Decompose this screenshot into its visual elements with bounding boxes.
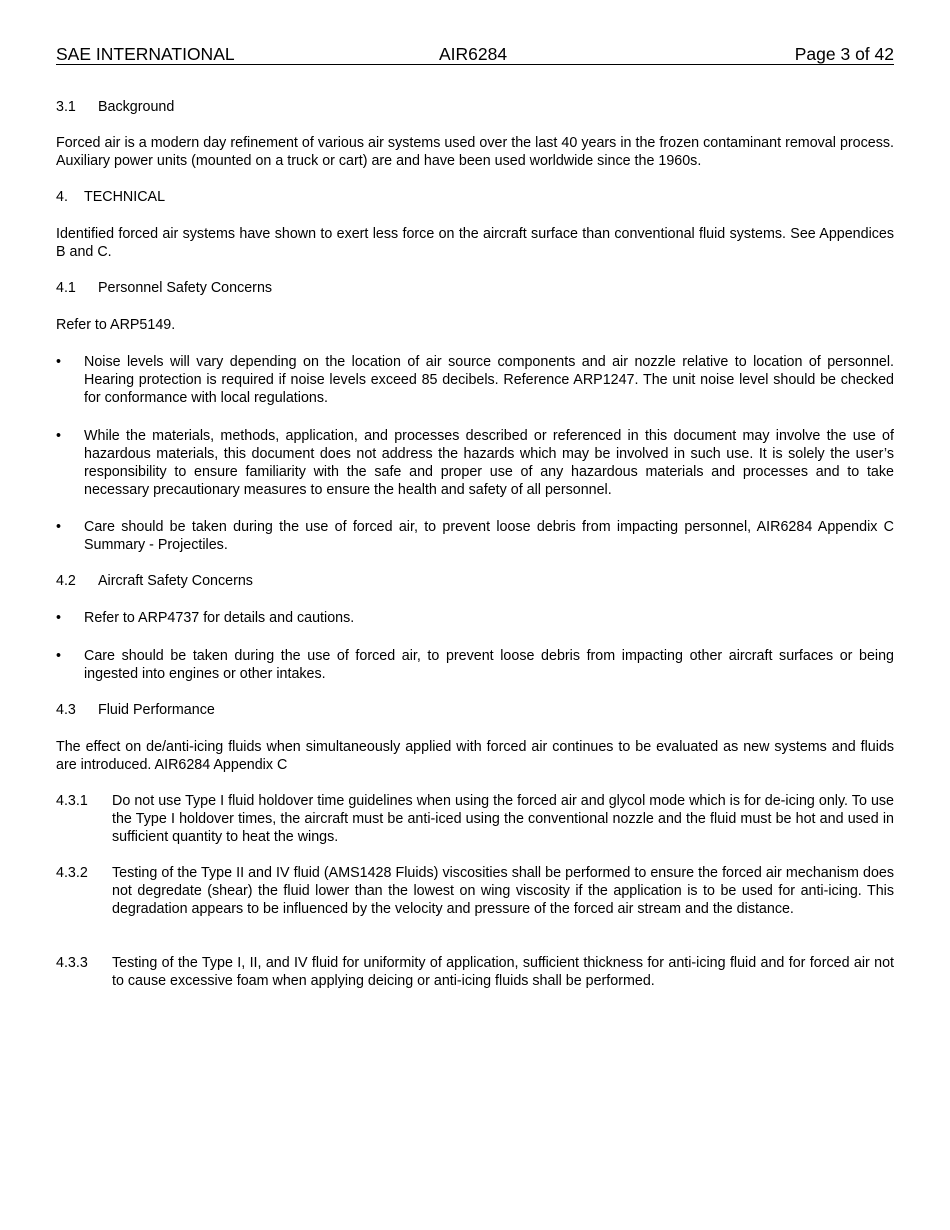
subsection-text: Do not use Type I fluid holdover time guidelines when using the forced air and glycol mode which is for de-icing only. To use the Type I holdover times, the aircraft must be anti-iced using the conventional nozzle and the fluid must be hot and used in sufficient quantity to heat the wings. <box>112 793 894 845</box>
bullet-glyph: • <box>56 610 62 626</box>
section-number: 4.2 <box>56 573 76 589</box>
section-number: 3.1 <box>56 99 76 115</box>
section-title: Aircraft Safety Concerns <box>98 573 253 589</box>
subsection-number: 4.3.2 <box>56 865 88 881</box>
subsection-4-3-2 <box>56 864 894 918</box>
section-3-1-heading <box>56 98 174 116</box>
subsection-number: 4.3.3 <box>56 955 88 971</box>
page-header <box>56 44 894 65</box>
bullet-text: Noise levels will vary depending on the location of air source components and air nozzle relative to location of personnel. Hearing protection is required if noise levels exceed 85 decibels. Reference ARP1247. The unit noise level should be checked for conformance with local regulations. <box>84 354 894 406</box>
paragraph-refer-arp5149: Refer to ARP5149. <box>56 317 176 333</box>
bullet-item <box>56 427 894 499</box>
subsection-4-3-3 <box>56 954 894 990</box>
bullet-glyph: • <box>56 428 62 444</box>
section-title: Background <box>98 99 175 115</box>
section-title: TECHNICAL <box>84 189 166 205</box>
subsection-number: 4.3.1 <box>56 793 88 809</box>
subsection-4-3-1 <box>56 792 894 846</box>
paragraph-fluid-performance: The effect on de/anti-icing fluids when simultaneously applied with forced air continues to be evaluated as new systems and fluids are introduced. AIR6284 Appendix C <box>56 739 894 773</box>
header-doc-id: AIR6284 <box>439 44 508 64</box>
section-4-1-heading <box>56 279 272 297</box>
paragraph-technical: Identified forced air systems have shown to exert less force on the aircraft surface than conventional fluid systems. See Appendices B and C. <box>56 226 894 260</box>
bullet-text: Refer to ARP4737 for details and cautions. <box>84 610 355 626</box>
header-page-number: Page 3 of 42 <box>794 44 894 64</box>
bullet-item <box>56 647 894 683</box>
bullet-glyph: • <box>56 519 62 535</box>
bullet-item <box>56 609 894 627</box>
paragraph-background: Forced air is a modern day refinement of various air systems used over the last 40 years in the frozen contaminant removal process. Auxiliary power units (mounted on a truck or cart) are and have been used worldwide since the 1960s. <box>56 135 894 169</box>
subsection-text: Testing of the Type I, II, and IV fluid for uniformity of application, sufficient thickness for anti-icing fluid and for forced air not to cause excessive foam when applying deicing or anti-icing fluids shall be performed. <box>112 955 894 989</box>
section-number: 4.1 <box>56 280 76 296</box>
bullet-text: Care should be taken during the use of forced air, to prevent loose debris from impacting other aircraft surfaces or being ingested into engines or other intakes. <box>84 648 894 682</box>
section-title: Fluid Performance <box>98 702 215 718</box>
section-number: 4. <box>56 189 68 205</box>
header-org: SAE INTERNATIONAL <box>56 44 235 64</box>
section-4-3-heading <box>56 701 215 719</box>
section-title: Personnel Safety Concerns <box>98 280 273 296</box>
bullet-text: Care should be taken during the use of forced air, to prevent loose debris from impacting personnel, AIR6284 Appendix C Summary - Projectiles. <box>84 519 894 553</box>
section-number: 4.3 <box>56 702 76 718</box>
bullet-item <box>56 353 894 407</box>
section-4-2-heading <box>56 572 253 590</box>
bullet-glyph: • <box>56 648 62 664</box>
bullet-glyph: • <box>56 354 62 370</box>
section-4-heading <box>56 188 165 206</box>
bullet-text: While the materials, methods, application, and processes described or referenced in this document may involve the use of hazardous materials, this document does not address the hazards which may be involved in such use. It is solely the user’s responsibility to ensure familiarity with the safe and proper use of any hazardous materials and processes and to take necessary precautionary measures to ensure the health and safety of all personnel. <box>84 428 894 498</box>
subsection-text: Testing of the Type II and IV fluid (AMS1428 Fluids) viscosities shall be performed to ensure the forced air mechanism does not degredate (shear) the fluid lower than the lowest on wing viscosity if the application is to be used for anti-icing. This degradation appears to be influenced by the velocity and pressure of the forced air stream and the distance. <box>112 865 894 917</box>
bullet-item <box>56 518 894 554</box>
